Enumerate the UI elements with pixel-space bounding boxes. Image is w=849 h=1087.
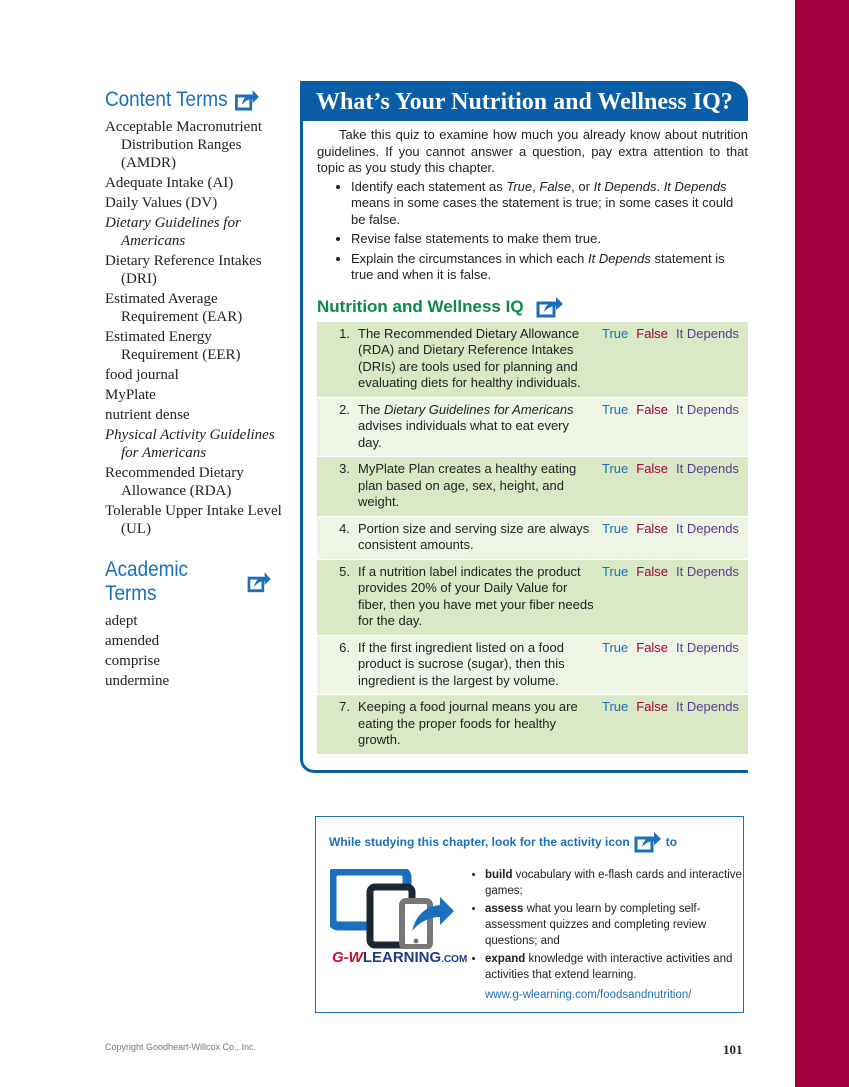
activity-icon[interactable] xyxy=(247,571,271,593)
question-text: If a nutrition label indicates the product provides 20% of your Daily Value for fiber, then you have met your fiber needs for the day. xyxy=(358,563,594,628)
promo-bullet xyxy=(485,951,755,983)
quiz-row xyxy=(317,457,748,517)
answer-it-depends[interactable]: It Depends xyxy=(676,401,739,417)
content-term: Physical Activity Guidelines for Americans xyxy=(105,427,275,461)
question-text: The Dietary Guidelines for Americans advises individuals what to eat every day. xyxy=(358,401,574,450)
promo-bullet xyxy=(485,867,755,899)
activity-icon xyxy=(633,831,663,853)
academic-term: comprise xyxy=(105,653,160,669)
question-number: 6. xyxy=(339,639,350,655)
question-text: Portion size and serving size are always consistent amounts. xyxy=(358,520,590,552)
page-number: 101 xyxy=(723,1042,743,1057)
academic-term: amended xyxy=(105,633,160,649)
question-number: 4. xyxy=(339,520,350,536)
quiz-row xyxy=(317,635,748,695)
answer-it-depends[interactable]: It Depends xyxy=(676,699,739,714)
promo-heading-end: to xyxy=(665,835,678,849)
bullet-text: what you learn by completing self-assessment quizzes and completing review questions; and xyxy=(485,903,707,947)
answer-false[interactable]: False xyxy=(636,401,669,417)
answer-it-depends[interactable]: It Depends xyxy=(676,563,739,579)
answer-true[interactable]: True xyxy=(602,461,629,476)
promo-heading xyxy=(329,831,677,853)
quiz-subheading xyxy=(317,296,748,318)
academic-term: adept xyxy=(105,613,138,629)
answer-false[interactable]: False xyxy=(636,639,669,655)
answer-true[interactable]: True xyxy=(602,325,629,341)
activity-icon[interactable] xyxy=(536,296,564,318)
answer-true[interactable]: True xyxy=(602,699,629,714)
content-term: Recommended Dietary Allowance (RDA) xyxy=(105,465,244,499)
content-term: Dietary Guidelines for Americans xyxy=(105,215,241,249)
activity-icon[interactable] xyxy=(235,89,260,111)
answer-false[interactable]: False xyxy=(636,461,669,476)
copyright: Copyright Goodheart-Willcox Co., Inc. xyxy=(105,1042,257,1052)
content-term: Estimated Average Requirement (EAR) xyxy=(105,291,243,325)
question-number: 5. xyxy=(339,563,350,579)
quiz-row xyxy=(317,516,748,559)
answer-false[interactable]: False xyxy=(636,520,669,536)
intro-text: Take this quiz to examine how much you already know about nutrition guidelines. If you cannot answer a question, pay extra attention to that topic as you study this chapter. xyxy=(317,127,748,175)
quiz-intro xyxy=(303,121,748,284)
bullet-text: knowledge with interactive activities and activities that extend learning. xyxy=(485,953,733,981)
question-number: 3. xyxy=(339,461,350,476)
content-term: Tolerable Upper Intake Level (UL) xyxy=(105,503,282,537)
content-term: nutrient dense xyxy=(105,407,190,423)
quiz-title: What’s Your Nutrition and Wellness IQ? xyxy=(303,81,748,121)
question-number: 2. xyxy=(339,401,350,417)
promo-bullet xyxy=(485,901,755,949)
bullet: • Identify each statement as True, False, or It Depends. It Depends means in some cases the statement is true; in some cases it could be false. xyxy=(351,179,748,229)
subheading-text: Nutrition and Wellness IQ xyxy=(317,296,524,316)
gw-learning-logo: G-WLEARNING.COM xyxy=(332,949,468,966)
content-term: Adequate Intake (AI) xyxy=(105,175,234,191)
heading-text: Academic Terms xyxy=(105,558,188,605)
bullet-keyword: expand xyxy=(485,953,526,965)
gw-learning-link[interactable]: www.g-wlearning.com/foodsandnutrition/ xyxy=(485,989,692,1001)
quiz-box xyxy=(300,81,748,773)
content-term: MyPlate xyxy=(105,387,156,403)
answer-false[interactable]: False xyxy=(636,325,669,341)
answer-true[interactable]: True xyxy=(602,639,629,655)
bullet-text: vocabulary with e-flash cards and interactive games; xyxy=(485,869,742,897)
question-text: If the first ingredient listed on a food product is sucrose (sugar), then this ingredient is the largest by volume. xyxy=(358,639,565,688)
answer-it-depends[interactable]: It Depends xyxy=(676,325,739,341)
content-term: food journal xyxy=(105,367,179,383)
answer-it-depends[interactable]: It Depends xyxy=(676,520,739,536)
content-term: Dietary Reference Intakes (DRI) xyxy=(105,253,262,287)
content-term: Daily Values (DV) xyxy=(105,195,218,211)
answer-false[interactable]: False xyxy=(636,563,669,579)
answer-it-depends[interactable]: It Depends xyxy=(676,639,739,655)
devices-logo-icon xyxy=(330,869,455,949)
answer-it-depends[interactable]: It Depends xyxy=(676,461,739,476)
academic-terms-heading xyxy=(105,558,272,606)
bullet: • Revise false statements to make them true. xyxy=(351,231,748,248)
heading-text: Content Terms xyxy=(105,88,228,111)
gw-learning-box xyxy=(315,816,744,1013)
bullet-keyword: build xyxy=(485,869,513,881)
question-text: Keeping a food journal means you are eating the proper foods for healthy growth. xyxy=(358,699,578,747)
answer-true[interactable]: True xyxy=(602,563,629,579)
promo-heading-text: While studying this chapter, look for the activity icon xyxy=(329,835,630,849)
bullet: • Explain the circumstances in which each It Depends statement is true and when it is false. xyxy=(351,251,748,284)
bullet-keyword: assess xyxy=(485,903,524,915)
academic-term: undermine xyxy=(105,673,170,689)
content-terms-heading xyxy=(105,88,272,112)
quiz-row xyxy=(317,322,748,398)
page-edge-bar xyxy=(795,0,849,1087)
question-text: MyPlate Plan creates a healthy eating plan based on age, sex, height, and weight. xyxy=(358,461,577,509)
question-number: 7. xyxy=(339,699,350,714)
answer-false[interactable]: False xyxy=(636,699,669,714)
question-number: 1. xyxy=(339,325,350,341)
content-term: Estimated Energy Requirement (EER) xyxy=(105,329,241,363)
quiz-row xyxy=(317,695,748,755)
quiz-row xyxy=(317,559,748,635)
answer-true[interactable]: True xyxy=(602,401,629,417)
terms-column xyxy=(105,88,290,692)
quiz-table xyxy=(317,322,748,755)
answer-true[interactable]: True xyxy=(602,520,629,536)
content-term: Acceptable Macronutrient Distribution Ranges (AMDR) xyxy=(105,119,263,171)
quiz-row xyxy=(317,397,748,457)
question-text: The Recommended Dietary Allowance (RDA) and Dietary Reference Intakes (DRIs) are tools used for planning and evaluating diets for healthy individuals. xyxy=(358,325,581,390)
